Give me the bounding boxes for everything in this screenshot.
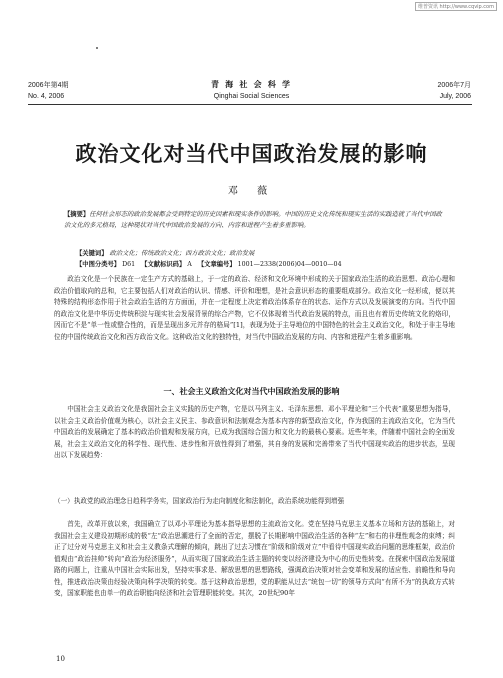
keywords-label: 【关键词】: [76, 250, 108, 257]
header-rule: [28, 104, 472, 105]
abstract: [64, 210, 444, 231]
publication-date: 2006年7月: [437, 82, 471, 89]
doc-code-label: 【文献标识码】: [141, 261, 186, 268]
section-heading: 一、社会主义政治文化对当代中国政治发展的影响: [163, 387, 340, 396]
scan-speck: [96, 47, 98, 49]
watermark-stamp: 维普资讯 http://www.cqvip.com: [415, 2, 497, 11]
subsection-heading: （一）执政党的政治理念日趋科学务实，国家政治行为走向制度化和法制化，政治系统功能得到增强: [54, 497, 345, 505]
classification-line: [76, 259, 342, 268]
page-number: 10: [56, 655, 65, 663]
journal-name: 青 海 社 会 科 学: [210, 80, 293, 89]
intro-paragraph: 政治文化是一个民族在一定生产方式的基础上，于一定的政治、经济和文化环境中形成的关于国家政治生活的政治思想、政治心理和政治价值取向的总和，它主要包括人们对政治的认识、情感、评价和理想，是社会意识形态的重要组成部分。政治文化一经形成，便以其特殊的结构形态作用于社会政治生活的方方面面，并在一定程度上决定着政治体系存在的状态、运作方式以及发展演变的方向。当代中国的政治文化是中华历史传统积淀与现实社会发展背景的综合产物，它不仅体现着当代政治发展的特点，而且也有着历史传统文化的烙印，因而它不是“单一性或整合性的，而是呈现出多元并存的格局”[1]，表现为处于主导地位的中国特色的社会主义政治文化，和处于非主导地位的中国传统政治文化和西方政治文化。这种政治文化的独特性，对当代中国政治发展的方向、内容和进程产生着多重影响。: [54, 275, 455, 341]
abstract-text: 任何社会形态的政治发展都会受到特定的历史因素和现实条件的影响。中国的历史文化传统和现实生活的实践造就了当代中国政治文化的多元格局，这种现状对当代中国政治发展的方向、内容和进程产生着多重影响。: [64, 211, 442, 229]
keywords-text: 政治文化；传统政治文化；西方政治文化；政治发展: [109, 250, 255, 257]
keywords: [76, 248, 254, 257]
section-paragraph: 中国社会主义政治文化是我国社会主义实践的历史产物，它是以马列主义、毛泽东思想、邓小平理论和“三个代表”重要思想为指导，以社会主义政治价值观为核心，以社会主义民主、参政意识和法制观念为基本内容的新型政治文化，作为我国的主流政治文化，它为当代中国政治的发展确定了基本的政治价值观和发展方向，已成为我国综合国力和文化力的最核心要素。近些年来，伴随着中国社会的全面发展，社会主义政治文化的科学性、现代性、进步性和开放性得到了增强，其自身的发展和完善带来了当代中国现实政治的进步状态，呈现出以下发展趋势：: [54, 405, 455, 459]
author-name: 邓 薇: [227, 186, 276, 197]
abstract-label: 【摘要】: [64, 211, 90, 218]
doc-code-value: A: [187, 261, 192, 268]
article-id-value: 1001—2338(2006)04—0010—04: [237, 261, 342, 268]
journal-name-en: Qinghai Social Sciences: [213, 93, 290, 100]
subsection-paragraph: 首先，改革开放以来，我国确立了以邓小平理论为基本指导思想的主流政治文化。党在坚持马克思主义基本立场和方法的基础上，对我国社会主义建设初期形成的极“左”政治思潮进行了全面的否定，摆脱了长期影响中国政治生活的各种“左”和右的非理性观念的束缚；纠正了过分对马克思主义和社会主义教条式理解的倾向，跳出了过去习惯在“阶级和阶级对立”中看待中国现实政治问题的思维框架，政治价值观由“政治挂帅”转向“政治为经济服务”，从而实现了国家政治生活主题的转变以经济建设为中心的历史性转变。在探索中国政治发展道路的问题上，注重从中国社会实际出发，坚持实事求是、解放思想的思想路线，强调政治决策对社会变革和发展的适应性、前瞻性和导向性，推进政治决策由经验决策向科学决策的转变。基于这种政治思想，党的职能从过去“统包一切”的领导方式向“有所不为”的执政方式转变，国家职能也由单一的政治职能向经济和社会管理职能转变。其次，20世纪90年: [54, 520, 455, 597]
cls-value: D61: [122, 261, 136, 268]
issue-number-en: No. 4, 2006: [28, 93, 65, 100]
article-title: 政治文化对当代中国政治发展的影响: [75, 142, 428, 166]
issue-number: 2006年第4期: [28, 82, 69, 89]
publication-date-en: July, 2006: [439, 93, 471, 100]
cls-label: 【中图分类号】: [76, 261, 121, 268]
article-id-label: 【文章编号】: [197, 261, 236, 268]
